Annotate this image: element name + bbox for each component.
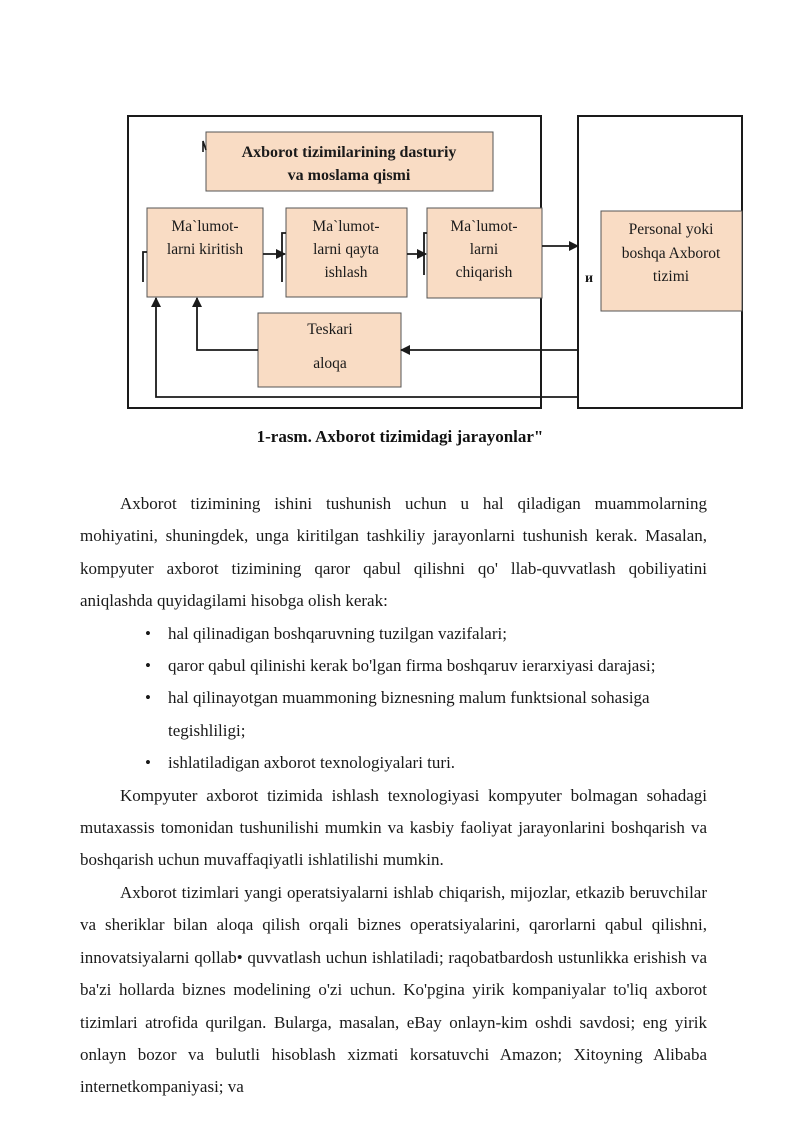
feedback-box [258,313,401,387]
process-box-line-1: Ma`lumot- [312,218,380,235]
list-item: • hal qilinayotgan muammoning biznesning malum funktsional sohasiga tegishliligi; [168,682,707,747]
input-box-line-1: Ma`lumot- [171,218,239,235]
bullet-list [80,618,707,780]
output-box-line-2: larni [469,241,499,258]
external-box-line-2: boshqa Axborot [621,245,721,262]
document-body [80,488,707,1104]
output-box [427,208,542,298]
title-box-line-1: Axborot tizimilarining dasturiy [241,144,457,161]
process-box-line-3: ishlash [324,264,368,281]
information-system-diagram [0,0,800,420]
list-item: • ishlatiladigan axborot texnologiyalari turi. [168,747,707,779]
paragraph-1: Axborot tizimining ishini tushunish uchun u hal qiladigan muammolarning mohiyatini, shuningdek, unga kiritilgan tashkiliy jarayonlarni tushunish kerak. Masalan, kompyuter axborot tizimining qaror qabul qilishni qo' llab-quvvatlash qobiliyatini aniqlashda quyidagilami hisobga olish kerak: [80,494,707,611]
list-item: • qaror qabul qilinishi kerak bo'lgan firma boshqaruv ierarxiyasi darajasi; [168,650,707,682]
paragraph-2: Kompyuter axborot tizimida ishlash texnologiyasi kompyuter bolmagan sohadagi mutaxassis tomonidan tushunilishi mumkin va kasbiy faoliyat jarayonlarini boshqarish va boshqarish uchun muvaffaqiyatli ishlatilishi mumkin. [80,785,707,870]
input-box [147,208,263,297]
external-system-box [601,211,742,311]
input-box-line-2: larni kiritish [166,241,244,258]
process-box-line-2: larni qayta [313,241,379,258]
paragraph-3: Axborot tizimlari yangi operatsiyalarni ishlab chiqarish, mijozlar, etkazib beruvchilar va sheriklar bilan aloqa qilish orqali biznes operatsiyalarini, qarorlarni qabul qilishni, innovatsiyalarni qollab• quvvatlash uchun ishlatiladi; raqobatbardosh ustunlikka erishish va ba'zi hollarda biznes modelining o'zi uchun. Ko'pgina yirik kompaniyalar to'liq axborot tizimlari atrofida qurilgan. Bularga, masalan, eBay onlayn-kim oshdi savdosi; eng yirik onlayn bozor va bulutli hisoblash xizmati korsatuvchi Amazon; Xitoyning Alibaba internetkompaniyasi; va [80,882,707,1097]
connector-label: и [584,271,594,286]
external-box-line-1: Personal yoki [628,221,714,238]
feedback-box-line-2: aloqa [313,355,347,372]
title-box-line-2: va moslama qismi [287,167,411,184]
external-box-line-3: tizimi [652,268,690,285]
output-box-line-1: Ma`lumot- [450,218,518,235]
figure-caption: 1-rasm. Axborot tizimidagi jarayonlar" [256,427,544,446]
output-box-line-3: chiqarish [455,264,513,281]
list-item: • hal qilinadigan boshqaruvning tuzilgan vazifalari; [168,618,707,650]
process-box [286,208,407,297]
feedback-box-line-1: Teskari [307,321,353,338]
title-box [206,132,493,191]
